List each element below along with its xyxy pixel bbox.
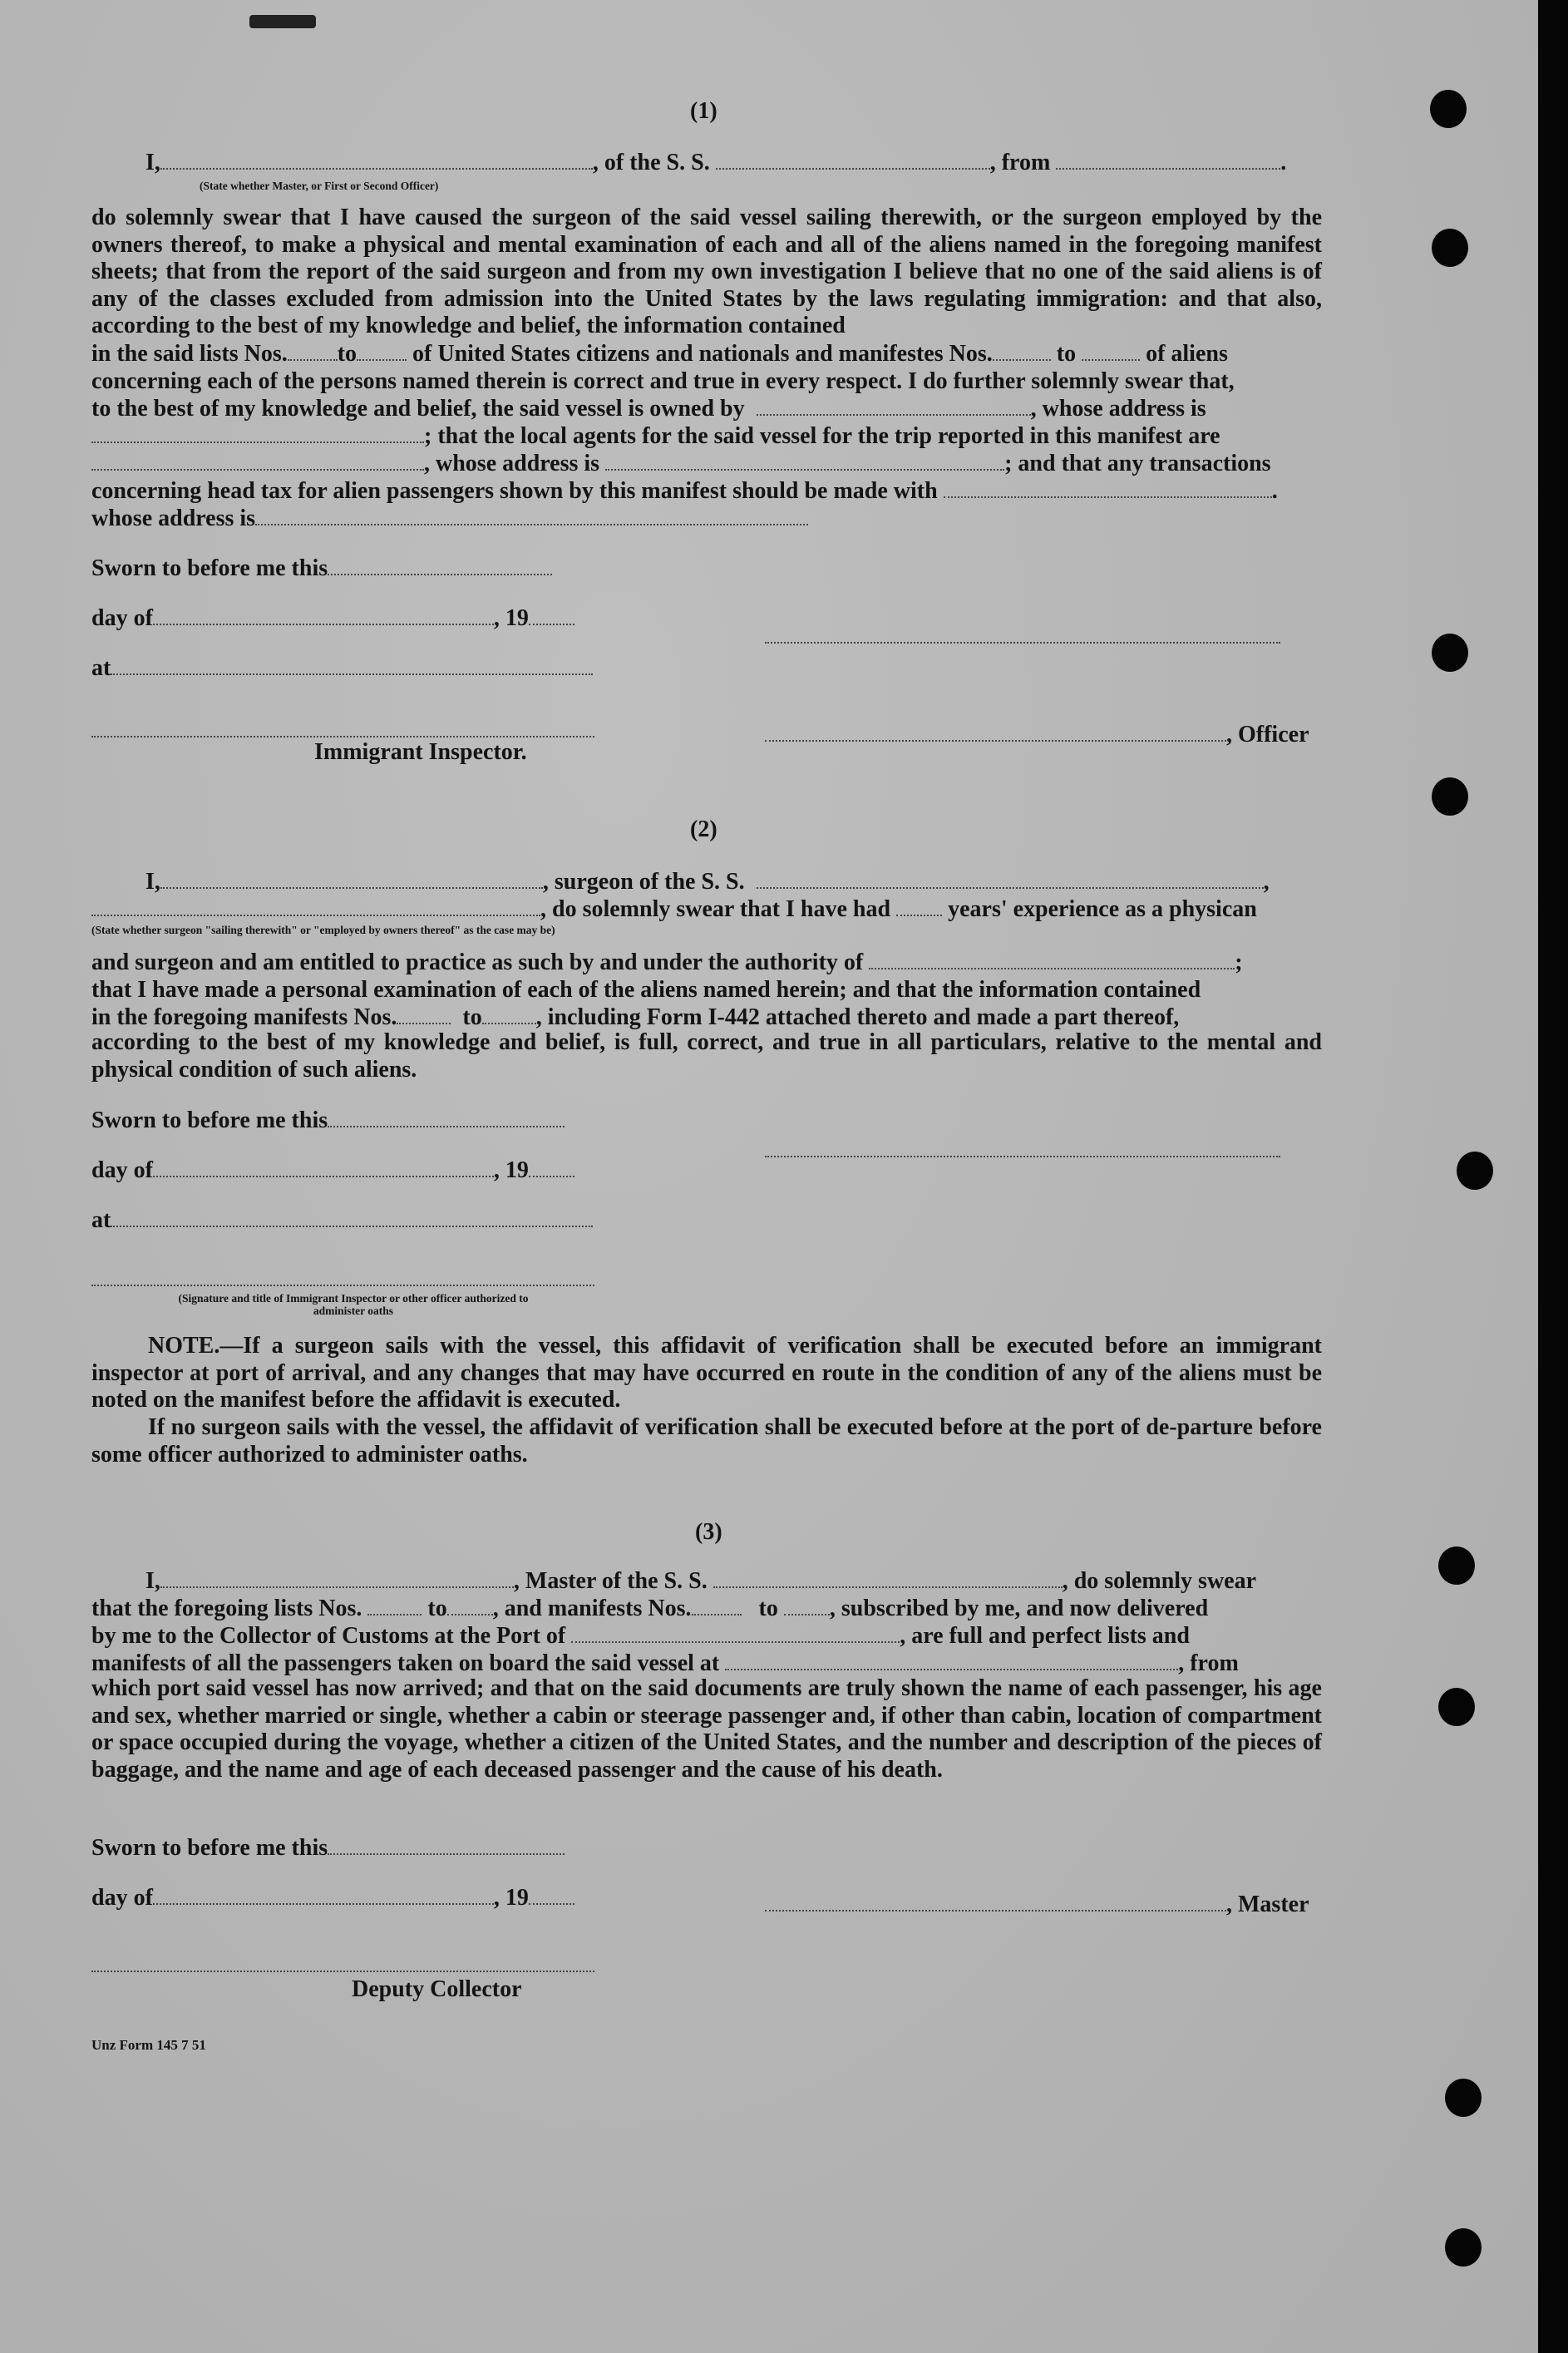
s3-paragraph-rest: which port said vessel has now arrived; and that on the said documents are truly shown the name of each passenger, his age and sex, whether married or single, whether a cabin or steerage passenger and, if other than cabin, location of compartment or space occupied during the voyage, whether a citizen of the United States, and the number and description of the pieces of baggage, and the name and age of each deceased passenger and the cause of his death. <box>91 1675 1322 1783</box>
s1-officer-sign-field[interactable] <box>765 722 1226 742</box>
s3-sworn <box>91 1835 565 1862</box>
s1-owner-address-field[interactable] <box>91 423 424 443</box>
s2-years-field[interactable] <box>896 896 942 916</box>
s2-dayof <box>91 1157 574 1184</box>
punch-hole-4 <box>1432 777 1468 816</box>
s3-l1c: , do solemnly swear <box>1062 1568 1257 1594</box>
s2-dayof-text: day of <box>91 1157 153 1183</box>
s1-l1b: , of the S. S. <box>592 150 710 175</box>
s2-manif-line <box>91 1004 1179 1031</box>
s1-from-field[interactable] <box>1056 150 1280 170</box>
s3-dayof <box>91 1885 574 1912</box>
s2-at-text: at <box>91 1207 111 1233</box>
s3-deputy-sign-line[interactable] <box>91 1971 594 1972</box>
s3-manifest-from-field[interactable] <box>692 1596 742 1616</box>
s2-authority-field[interactable] <box>869 950 1235 969</box>
s2-day-field[interactable] <box>153 1157 494 1177</box>
s1-manifest-to-field[interactable] <box>1082 341 1140 361</box>
s2-surgeon-sign-line[interactable] <box>765 1156 1280 1157</box>
s3-line-4 <box>91 1650 1239 1677</box>
s1-dayof <box>91 605 574 632</box>
s1-at-field[interactable] <box>111 655 593 675</box>
s3-master-text: , Master <box>1226 1892 1309 1917</box>
s1-headtax-a: concerning head tax for alien passengers shown by this manifest should be made with <box>91 478 938 504</box>
s2-line-1 <box>145 869 1270 895</box>
punch-hole-9 <box>1445 2228 1482 2267</box>
s2-l2a: , do solemnly swear that I have had <box>540 896 891 922</box>
s1-line-1 <box>145 150 1286 176</box>
punch-hole-6 <box>1438 1546 1475 1585</box>
s2-l1a: I, <box>145 869 160 895</box>
s1-lists-c: of United States citizens and nationals and manifestes Nos. <box>412 341 993 367</box>
s2-l1c: , <box>1263 869 1270 895</box>
scan-edge-shadow <box>1538 0 1568 2353</box>
s1-headtax-line <box>91 478 1278 505</box>
punch-hole-8 <box>1445 2079 1482 2117</box>
s3-l2b: to <box>427 1596 447 1621</box>
form-footer: Unz Form 145 7 51 <box>91 2037 206 2053</box>
top-scuff <box>249 15 316 28</box>
punch-hole-2 <box>1432 229 1468 267</box>
s2-paragraph-rest: according to the best of my knowledge and belief, is full, correct, and true in all particulars, relative to the mental and physical condition of such aliens. <box>91 1029 1322 1083</box>
s2-surgeon-type-field[interactable] <box>91 896 540 916</box>
s3-sworn-text: Sworn to before me this <box>91 1835 328 1861</box>
s3-sworn-field[interactable] <box>328 1835 565 1855</box>
s1-agent-address-field[interactable] <box>605 451 1004 471</box>
s2-line-2 <box>91 896 1257 923</box>
s3-list-to-field[interactable] <box>447 1596 493 1616</box>
s1-officer-field[interactable] <box>160 150 593 170</box>
s3-line-2 <box>91 1596 1208 1622</box>
s1-agents-text: ; that the local agents for the said vessel for the trip reported in this manifest are <box>424 423 1220 449</box>
s1-officer-line <box>765 722 1309 748</box>
s1-sworn-text: Sworn to before me this <box>91 555 328 581</box>
s3-l3a: by me to the Collector of Customs at the Port of <box>91 1623 566 1649</box>
s3-port-field[interactable] <box>571 1623 900 1643</box>
s3-line-1 <box>145 1568 1256 1595</box>
s2-l2b: years' experience as a physican <box>948 896 1257 922</box>
s2-manifest-from-field[interactable] <box>397 1004 451 1024</box>
section-2-number: (2) <box>690 816 717 842</box>
s2-year-text: , 19 <box>493 1157 529 1183</box>
s1-inspector-sign-line[interactable] <box>91 736 594 737</box>
s1-sworn <box>91 555 552 582</box>
punch-hole-5 <box>1457 1152 1493 1190</box>
s2-auth-a: and surgeon and am entitled to practice as such by and under the authority of <box>91 950 864 975</box>
s2-manif-c: , including Form I-442 attached thereto and made a part thereof, <box>535 1004 1180 1030</box>
s2-at <box>91 1207 593 1234</box>
s2-auth-b: ; <box>1235 950 1243 975</box>
punch-hole-3 <box>1432 634 1468 672</box>
s1-headtax-address-field[interactable] <box>255 506 808 525</box>
s1-concerning-line: concerning each of the persons named therein is correct and true in every respect. I do further solemnly swear that, <box>91 368 1235 394</box>
s2-sworn <box>91 1107 565 1134</box>
s2-manifest-to-field[interactable] <box>482 1004 536 1024</box>
s1-sworn-field[interactable] <box>328 555 552 575</box>
s3-l2e: , subscribed by me, and now delivered <box>829 1596 1209 1621</box>
s3-deputy: Deputy Collector <box>352 1976 522 2002</box>
s1-day-field[interactable] <box>153 605 494 625</box>
s1-owned-line <box>91 396 1206 422</box>
s1-l1a: I, <box>145 150 160 175</box>
s2-l1b: , surgeon of the S. S. <box>542 869 745 895</box>
s1-whose-line <box>91 451 1271 477</box>
s1-owner-field[interactable] <box>757 396 1031 416</box>
s3-l1b: , Master of the S. S. <box>513 1568 708 1594</box>
s1-officer-note: (State whether Master, or First or Second Officer) <box>200 180 439 192</box>
s2-auth-line <box>91 950 1243 976</box>
s1-whose2-line <box>91 506 808 532</box>
s1-whose-b: ; and that any transactions <box>1004 451 1271 476</box>
s3-master-line <box>765 1892 1309 1918</box>
s2-sworn-field[interactable] <box>328 1107 565 1127</box>
s1-owned-a: to the best of my knowledge and belief, the said vessel is owned by <box>91 396 745 422</box>
s1-manifest-from-field[interactable] <box>993 341 1051 361</box>
s1-lists-line <box>91 341 1228 368</box>
s3-year-field[interactable] <box>529 1885 574 1905</box>
s3-line-3 <box>91 1623 1190 1650</box>
punch-hole-7 <box>1438 1688 1475 1726</box>
section-1-number: (1) <box>690 98 717 124</box>
s3-l4a: manifests of all the passengers taken on board the said vessel at <box>91 1650 720 1676</box>
s3-l3b: , are full and perfect lists and <box>900 1623 1190 1649</box>
s3-l1a: I, <box>145 1568 160 1594</box>
s3-vessel-field[interactable] <box>713 1568 1063 1588</box>
s3-l4b: , from <box>1178 1650 1239 1676</box>
s2-vessel-field[interactable] <box>757 869 1264 889</box>
s2-note-2: If no surgeon sails with the vessel, the affidavit of verification shall be executed before at the port of de-parture before some officer authorized to administer oaths. <box>91 1414 1322 1468</box>
s1-year-text: , 19 <box>493 605 529 631</box>
s1-list-from-field[interactable] <box>288 341 338 361</box>
s1-lists-a: in the said lists Nos. <box>91 341 288 367</box>
s1-owned-b: , whose address is <box>1030 396 1206 422</box>
s3-master-field[interactable] <box>160 1568 514 1588</box>
s3-dayof-text: day of <box>91 1885 153 1911</box>
s2-surgeon-note: (State whether surgeon "sailing therewith" or "employed by owners thereof" as the case may be) <box>91 924 555 936</box>
s2-note-1: NOTE.—If a surgeon sails with the vessel, this affidavit of verification shall be executed before an immigrant inspector at port of arrival, and any changes that may have occurred en route in the condition of any of the aliens must be noted on the manifest before the affidavit is executed. <box>91 1333 1322 1413</box>
s2-surgeon-field[interactable] <box>160 869 543 889</box>
s2-manif-b: to <box>462 1004 482 1030</box>
s1-whose2: whose address is <box>91 506 256 531</box>
s2-manif-a: in the foregoing manifests Nos. <box>91 1004 397 1030</box>
s1-lists-e: of aliens <box>1146 341 1228 367</box>
s2-exam-line: that I have made a personal examination of each of the aliens named herein; and that the information contained <box>91 977 1201 1003</box>
s1-list-to-field[interactable] <box>357 341 407 361</box>
s3-manifest-to-field[interactable] <box>784 1596 830 1616</box>
s1-at-text: at <box>91 655 111 681</box>
s1-headtax-b: . <box>1271 478 1278 504</box>
s1-whose-a: , whose address is <box>424 451 600 476</box>
s1-vessel-field[interactable] <box>716 150 990 170</box>
section-3-number: (3) <box>695 1519 722 1545</box>
s1-agents-line <box>91 423 1220 450</box>
s1-inspector: Immigrant Inspector. <box>314 739 527 765</box>
s2-inspector-sign-line[interactable] <box>91 1285 594 1286</box>
s1-year-field[interactable] <box>529 605 574 625</box>
punch-hole-1 <box>1430 90 1467 128</box>
s3-boarded-at-field[interactable] <box>725 1650 1178 1670</box>
s1-at <box>91 655 593 682</box>
s1-agents-field[interactable] <box>91 451 424 471</box>
s2-at-field[interactable] <box>111 1207 593 1227</box>
s1-master-sign-line[interactable] <box>765 642 1280 644</box>
s1-l1c: , from <box>989 150 1051 175</box>
s3-l2c: , and manifests Nos. <box>492 1596 692 1621</box>
s3-year-text: , 19 <box>493 1885 529 1911</box>
s3-list-from-field[interactable] <box>367 1596 422 1616</box>
s2-year-field[interactable] <box>529 1157 574 1177</box>
s1-l1d: . <box>1280 150 1287 175</box>
s2-sworn-text: Sworn to before me this <box>91 1107 328 1133</box>
s1-officer-text: , Officer <box>1226 722 1309 747</box>
s1-lists-d: to <box>1056 341 1077 367</box>
s3-master-sign-field[interactable] <box>765 1892 1226 1912</box>
s3-l2d: to <box>758 1596 778 1621</box>
s1-paragraph-1: do solemnly swear that I have caused the surgeon of the said vessel sailing therewith, or the surgeon employed by the owners thereof, to make a physical and mental examination of each and all of the aliens named in the foregoing manifest sheets; that from the report of the said surgeon and from my own investigation I believe that no one of the said aliens is of any of the classes excluded from admission into the United States by the laws regulating immigration: and that also, according to the best of my knowledge and belief, the information contained <box>91 205 1322 339</box>
s1-lists-b: to <box>337 341 357 367</box>
s3-l2a: that the foregoing lists Nos. <box>91 1596 362 1621</box>
s1-dayof-text: day of <box>91 605 153 631</box>
s3-day-field[interactable] <box>153 1885 494 1905</box>
s1-headtax-field[interactable] <box>944 478 1272 498</box>
s2-sig-note: (Signature and title of Immigrant Inspector or other officer authorized to administer oaths <box>178 1292 529 1317</box>
